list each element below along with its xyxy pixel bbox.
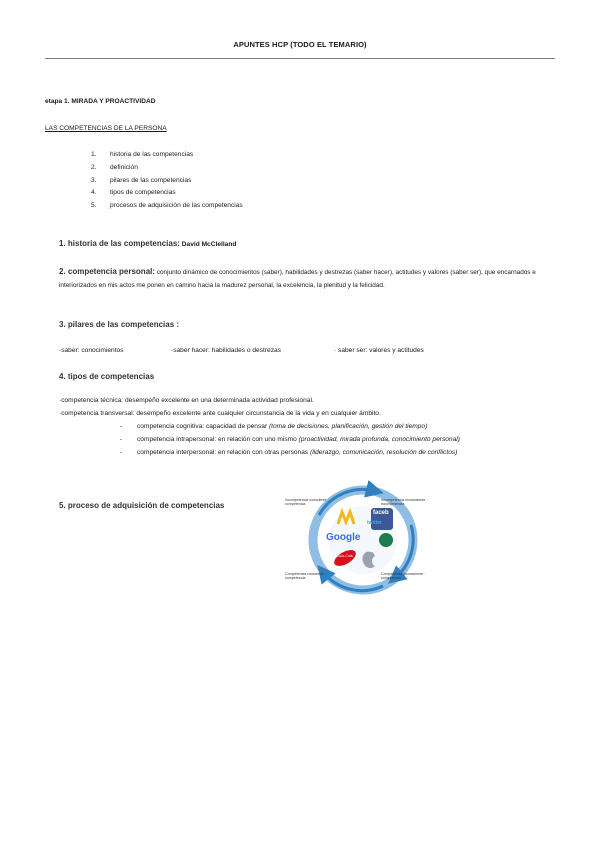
stage-caption-bottom-right: Competencia inconsciente · competencia xyxy=(381,572,426,581)
section-2-heading: 2. competencia personal: xyxy=(59,267,156,276)
toc-number: 3. xyxy=(91,177,97,184)
toc-item: tipos de competencias xyxy=(110,189,176,196)
competencia-intrapersonal-examples: (proactividad, mirada profunda, conocimiento personal) xyxy=(298,436,460,443)
toc-item: pilares de las competencias xyxy=(110,177,192,184)
toc-number: 4. xyxy=(91,189,97,196)
competence-cycle-graphic xyxy=(283,480,443,600)
section-1 xyxy=(59,239,236,248)
stage-title: etapa 1. MIRADA Y PROACTIVIDAD xyxy=(45,98,156,105)
competencia-cognitiva-label: competencia cognitiva: capacidad de pensar xyxy=(137,423,268,430)
competencia-intrapersonal-label: competencia intrapersonal: en relación con uno mismo xyxy=(137,436,297,443)
section-4-heading: 4. tipos de competencias xyxy=(59,372,155,381)
toc-number: 1. xyxy=(91,151,97,158)
section-2-text: conjunto dinámico de conocimientos (saber), habilidades y destrezas (saber hacer), actitudes y valores (saber ser), que encarnados e interiorizados en mis actos me ponen en camino hacia la madurez personal, la excelencia, la plenitud y la felicidad. xyxy=(59,269,536,289)
toc-item: definición xyxy=(110,164,138,171)
competencia-tecnica: ·competencia técnica: desempeño excelente en una determinada actividad profesional. xyxy=(59,397,314,404)
facebook-logo-text: faceb xyxy=(373,510,389,516)
pillar-saber: ·saber: conocimientos xyxy=(59,347,124,354)
competencia-intrapersonal xyxy=(137,436,460,443)
competencia-cognitiva xyxy=(137,423,427,430)
section-1-text: David McClelland xyxy=(181,241,237,248)
document-title: APUNTES HCP (TODO EL TEMARIO) xyxy=(233,40,367,49)
toc-item: historia de las competencias xyxy=(110,151,194,158)
competencia-cognitiva-examples: (toma de decisiones, planificación, gestión del tiempo) xyxy=(268,423,428,430)
stage-caption-top-right: Incompetencia inconsciente · incompetencia xyxy=(381,498,428,507)
bullet-dash: - xyxy=(120,449,123,456)
google-logo-text: Google xyxy=(326,532,361,543)
pillar-saber-ser: · saber ser: valores y actitudes xyxy=(334,347,424,354)
section-title: LAS COMPETENCIAS DE LA PERSONA xyxy=(45,125,167,132)
section-2 xyxy=(59,265,551,292)
competencia-interpersonal-examples: (liderazgo, comunicación, resolución de conflictos) xyxy=(310,449,458,456)
competencia-interpersonal-label: competencia interpersonal: en relación con otras personas xyxy=(137,449,309,456)
section-3-heading: 3. pilares de las competencias : xyxy=(59,320,180,329)
competencia-interpersonal xyxy=(137,449,457,456)
toc-number: 2. xyxy=(91,164,97,171)
twitter-logo-text: twitter xyxy=(367,520,382,526)
section-1-heading: 1. historia de las competencias: xyxy=(59,239,180,248)
pillar-saber-hacer: ·saber hacer: habilidades o destrezas xyxy=(171,347,281,354)
competencia-transversal: ·competencia transversal: desempeño excelente ante cualquier circunstancia de la vida y en cualquier ámbito. xyxy=(59,410,381,417)
toc-item: procesos de adquisición de las competencias xyxy=(110,202,243,209)
bullet-dash: - xyxy=(120,423,123,430)
section-5-heading: 5. proceso de adquisición de competencias xyxy=(59,501,225,510)
stage-caption-top-left: Incompetencia consciente · competencia xyxy=(285,498,329,507)
starbucks-logo-icon xyxy=(379,533,393,547)
header-divider xyxy=(45,58,555,59)
bullet-dash: - xyxy=(120,436,123,443)
toc-number: 5. xyxy=(91,202,97,209)
coca-cola-logo-text: Coca-Cola xyxy=(336,554,353,558)
stage-caption-bottom-left: Competencia consciente · competencia xyxy=(285,572,327,581)
